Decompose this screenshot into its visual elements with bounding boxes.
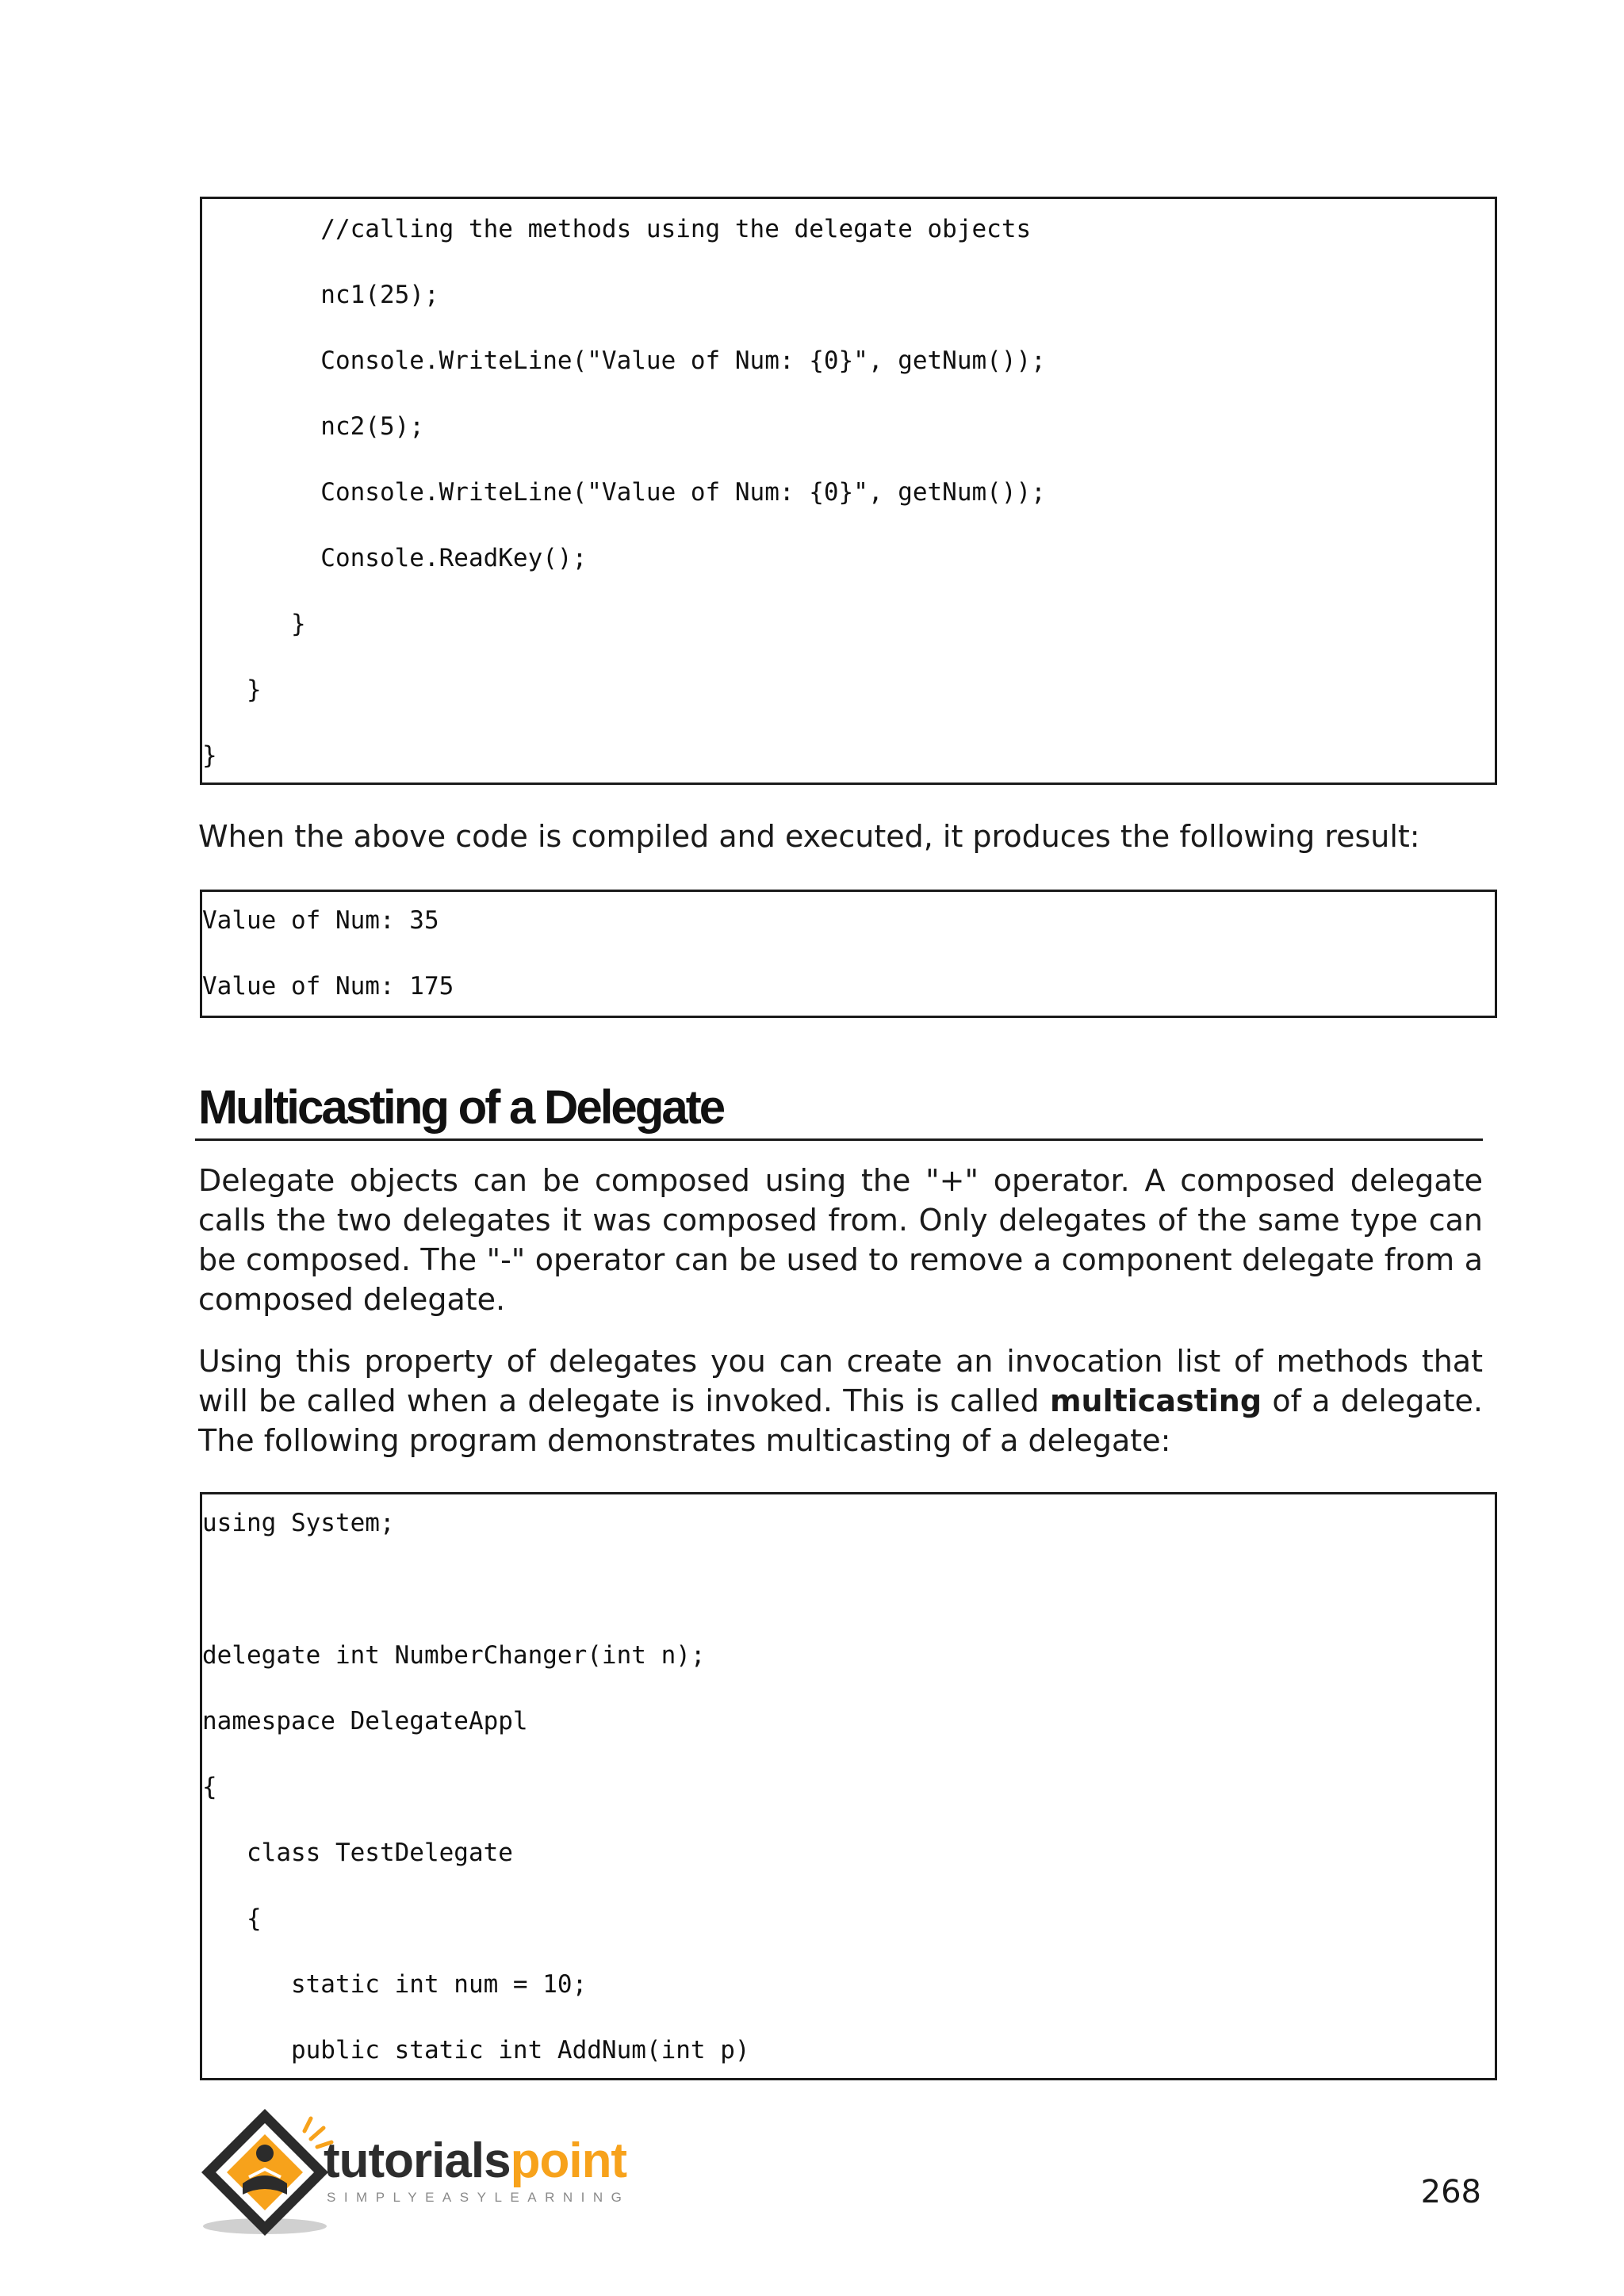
code-line: //calling the methods using the delegate objects [202,215,1032,243]
code-line: Console.WriteLine("Value of Num: {0}", getNum()); [202,478,1046,507]
paragraph-text: of a delegate. The following program demonstrates multicasting of a delegate: [198,1383,1484,1458]
code-line: namespace DelegateAppl [202,1707,528,1735]
code-line: nc2(5); [202,412,424,441]
code-line: nc1(25); [202,281,439,309]
brand-accent: point [510,2133,627,2188]
result-intro: When the above code is compiled and executed, it produces the following result: [198,819,1420,854]
code-line: } [202,610,306,638]
brand-name [324,2133,626,2189]
code-line: public static int AddNum(int p) [202,2036,750,2064]
code-line: { [202,1773,217,1801]
code-line: } [202,741,217,770]
code-block-1 [200,197,1497,785]
code-line: static int num = 10; [202,1970,588,1999]
code-line: Console.WriteLine("Value of Num: {0}", getNum()); [202,346,1046,375]
output-block [200,890,1497,1018]
output-line: Value of Num: 35 [202,906,439,935]
brand-dark: tutorials [324,2133,511,2188]
code-block-2 [200,1492,1497,2080]
code-line: Console.ReadKey(); [202,544,588,572]
heading-rule [195,1138,1483,1141]
output-line: Value of Num: 175 [202,972,454,1001]
code-line: } [202,675,262,704]
code-line: using System; [202,1509,395,1537]
bold-term-multicasting: multicasting [1049,1383,1262,1418]
section-heading: Multicasting of a Delegate [198,1081,724,1134]
code-line: delegate int NumberChanger(int n); [202,1641,706,1670]
brand-tagline: SIMPLYEASYLEARNING [327,2190,630,2205]
code-line: { [202,1904,262,1933]
code-line: class TestDelegate [202,1839,513,1867]
paragraph-multicasting [198,1341,1483,1460]
page-number: 268 [1420,2174,1481,2210]
paragraph-composition: Delegate objects can be composed using the "+" operator. A composed delegate calls the two delegates it was composed from. Only delegates of the same type can be composed. The "-" operator can be used to remove a component delegate from a composed delegate. [198,1163,1483,1317]
paragraph-text: Using this property of delegates you can create an invocation list of methods that will be called when a delegate is invoked. This is called [198,1344,1483,1418]
